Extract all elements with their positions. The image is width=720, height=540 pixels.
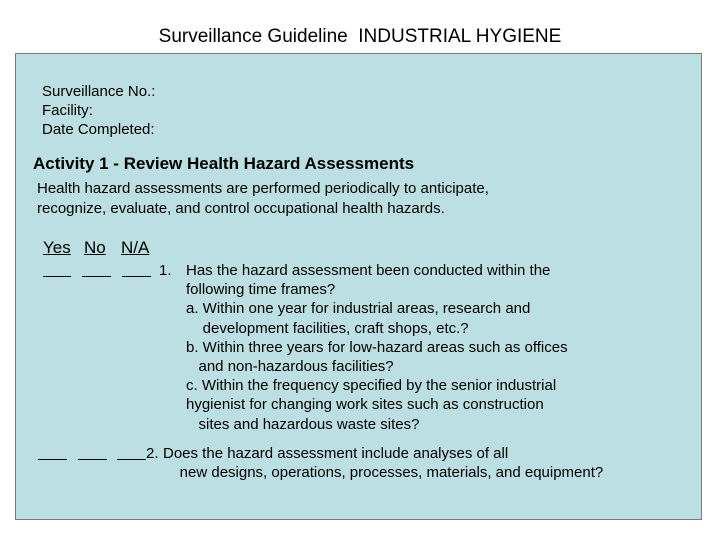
question-line: hygienist for changing work sites such as construction — [186, 396, 544, 414]
question-line: Has the hazard assessment been conducted within the — [186, 262, 551, 279]
question-line: development facilities, craft shops, etc.? — [186, 319, 469, 337]
column-header-na: N/A — [121, 238, 150, 257]
q2-yes-blank[interactable] — [38, 447, 67, 460]
activity-description-line: Health hazard assessments are performed periodically to anticipate, — [37, 180, 489, 197]
q1-no-blank[interactable] — [82, 264, 111, 277]
question-number: 2. — [146, 445, 159, 462]
question-line: following time frames? — [186, 281, 336, 299]
question-line: b. Within three years for low-hazard areas such as offices — [186, 338, 568, 356]
date-completed-label: Date Completed: — [42, 121, 155, 138]
column-header-no: No — [84, 238, 106, 257]
activity-title: Activity 1 - Review Health Hazard Assessments — [33, 154, 415, 173]
question-line: c. Within the frequency specified by the senior industrial — [186, 377, 557, 395]
activity-description — [37, 179, 489, 219]
q2-no-blank[interactable] — [78, 447, 107, 460]
question-line: a. Within one year for industrial areas, research and — [186, 300, 531, 318]
page-title: Surveillance Guideline INDUSTRIAL HYGIENE — [158, 26, 562, 47]
question-number: 1. — [159, 262, 172, 279]
question-line: and non-hazardous facilities? — [186, 358, 394, 376]
column-header-yes: Yes — [43, 238, 71, 257]
question-line: new designs, operations, processes, materials, and equipment? — [163, 464, 604, 482]
q1-yes-blank[interactable] — [43, 264, 71, 277]
question-2-text — [163, 444, 603, 482]
q2-na-blank[interactable] — [117, 447, 146, 460]
question-1-text — [186, 261, 568, 434]
q1-na-blank[interactable] — [122, 264, 151, 277]
facility-label: Facility: — [42, 102, 93, 119]
surveillance-form-panel — [15, 53, 702, 520]
activity-description-line: recognize, evaluate, and control occupational health hazards. — [37, 200, 445, 217]
question-line: Does the hazard assessment include analyses of all — [163, 445, 509, 462]
surveillance-number-label: Surveillance No.: — [42, 83, 156, 100]
question-line: sites and hazardous waste sites? — [186, 415, 420, 433]
